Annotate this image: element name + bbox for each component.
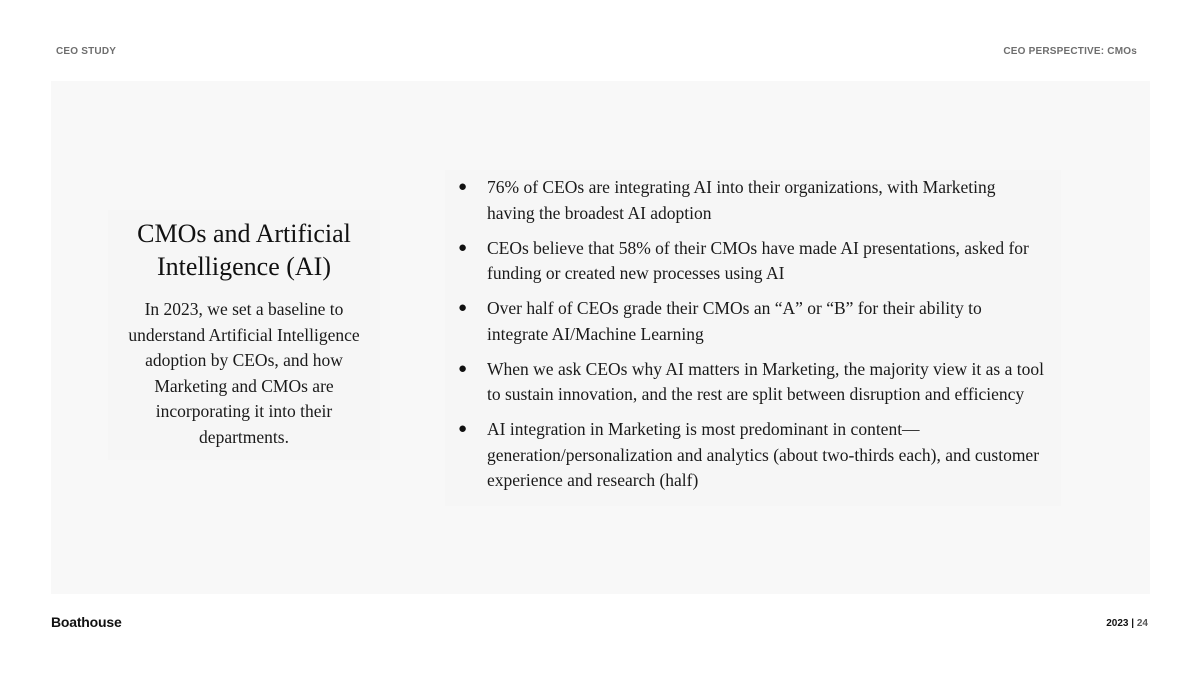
bullet-text: CEOs believe that 58% of their CMOs have made AI presentations, asked for funding or created new processes using AI <box>487 237 1029 283</box>
bullet-text: When we ask CEOs why AI matters in Marketing, the majority view it as a tool to sustain innovation, and the rest are split between disruption and efficiency <box>487 358 1044 404</box>
page-number: 24 <box>1136 618 1148 629</box>
page-footer <box>1106 618 1148 629</box>
bullet-item <box>445 236 1061 287</box>
bullet-icon: ● <box>458 179 468 195</box>
bullet-item <box>445 175 1061 226</box>
bullet-text: Over half of CEOs grade their CMOs an “A” or “B” for their ability to integrate AI/Machine Learning <box>487 298 982 344</box>
bullets-box <box>445 170 1061 506</box>
bullet-icon: ● <box>458 239 468 256</box>
bullet-item <box>445 417 1061 494</box>
bullet-text: 76% of CEOs are integrating AI into their organizations, with Marketing having the broadest AI adoption <box>487 177 996 223</box>
footer-year: 2023 <box>1106 618 1129 629</box>
bullet-icon: ● <box>458 300 468 316</box>
section-label: CEO STUDY <box>56 46 117 57</box>
bullet-icon: ● <box>458 360 468 377</box>
intro-box <box>108 210 380 460</box>
intro-body: In 2023, we set a baseline to understand Artificial Intelligence adoption by CEOs, and how Marketing and CMOs are incorporating it into their departments. <box>128 299 360 447</box>
footer-separator: | <box>1131 618 1135 629</box>
bullet-item <box>445 357 1061 408</box>
bullet-item <box>445 296 1061 347</box>
section-title: CEO PERSPECTIVE: CMOs <box>1003 46 1137 57</box>
brand-logo: Boathouse <box>51 614 122 630</box>
bullet-list <box>445 170 1061 494</box>
bullet-text: AI integration in Marketing is most predominant in content—generation/personalization and analytics (about two-thirds each), and customer experience and research (half) <box>487 419 1040 490</box>
intro-title: CMOs and Artificial Intelligence (AI) <box>137 219 351 281</box>
bullet-icon: ● <box>458 421 468 437</box>
